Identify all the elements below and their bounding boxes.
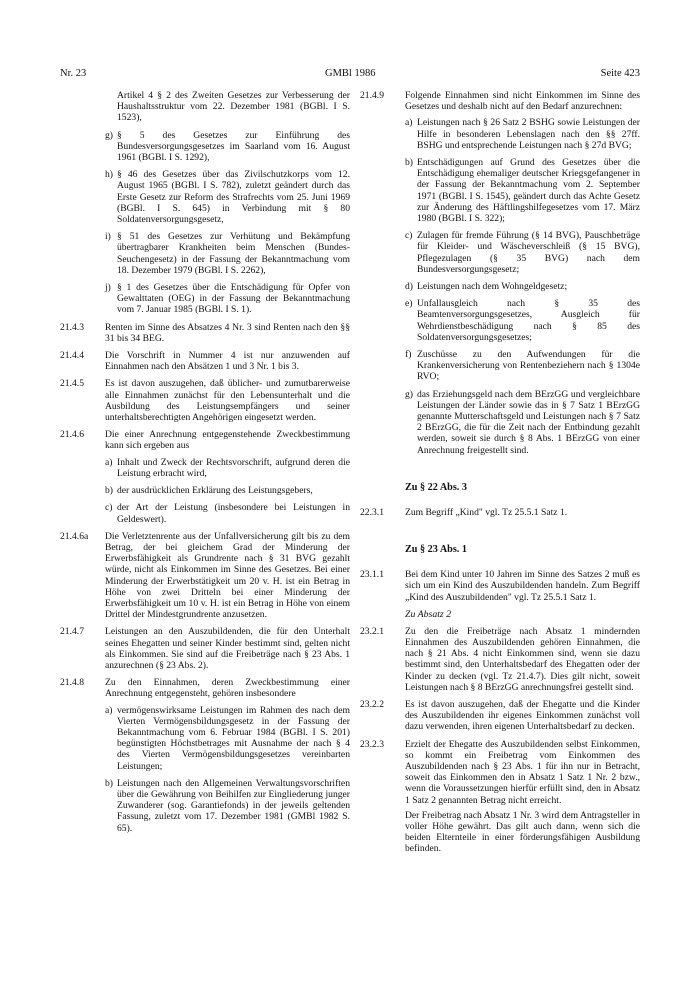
- list-item-text: § 1 des Gesetzes über die Entschädigung für Opfer von Gewalttaten (OEG) in der Fassung der Bekanntmachung vom 7. Januar 1985 (BGBl. I S. 1).: [117, 282, 350, 316]
- section-text: Leistungen an den Auszubildenden, die für den Unterhalt seines Ehegatten und seiner Kinder bestimmt sind, gelten nicht als Einkommen. Sie sind auf die Freibeträge nach § 23 Abs. 1 anzurechnen (§ 23 Abs. 2).: [105, 626, 350, 671]
- list-item-text: der ausdrücklichen Erklärung des Leistungsgebers,: [117, 485, 313, 497]
- list-item: [105, 90, 350, 124]
- section-text: Die Verletztenrente aus der Unfallversicherung gilt bis zu dem Betrag, der bei gleichem Grad der Minderung der Erwerbsfähigkeit als Grundrente nach § 31 BVG gezahlt würde, nicht als Einkommen im Sinne des Gesetzes. Bei einer Minderung der Erwerbstätigkeit um 20 v. H. ist ein Betrag in Höhe von zwei Dritteln bei einer Minderung der Erwerbsfähigkeit um 10 v. H. ist ein Betrag in Höhe von einem Drittel der Mindestgrundrente anzusetzen.: [105, 530, 350, 621]
- section-entry: [360, 739, 640, 855]
- section-heading: Zu § 22 Abs. 3: [405, 481, 467, 493]
- list-marker: f): [405, 349, 412, 361]
- list-marker: e): [405, 298, 413, 310]
- section-text: Zu den Einnahmen, deren Zweckbestimmung einer Anrechnung entgegensteht, gehören insbesondere: [105, 677, 350, 700]
- list-marker: i): [105, 231, 111, 243]
- list-item-text: vermögenswirksame Leistungen im Rahmen des nach dem Vierten Vermögensbildungsgesetz in der Fassung der Bekanntmachung vom 6. Februar 1984 (BGBl. I S. 201) begünstigten Höchstbetrages mit Ausnahme der nach § 4 des Vierten Vermögensbildungsgesetzes vereinbarten Leistungen;: [117, 704, 350, 772]
- list-item: [405, 389, 640, 456]
- list-marker: d): [405, 281, 413, 293]
- list-item: [105, 169, 350, 225]
- list-item-text: Entschädigungen auf Grund des Gesetzes über die Entschädigung ehemaliger deutscher Kriegsgefangener in der Fassung der Bekanntmachung vom 2. September 1971 (BGBl. I S. 1545), geändert durch das Achte Gesetz zur Änderung des Häftlingshilfegesetzes vom 17. März 1980 (BGBl. I S. 322);: [417, 157, 640, 225]
- section-text: Zum Begriff „Kind" vgl. Tz 25.5.1 Satz 1.: [405, 506, 568, 518]
- left-column: [60, 90, 350, 840]
- list-marker: c): [405, 230, 413, 242]
- list-item-text: Zuschüsse zu den Aufwendungen für die Krankenversicherung von Rentenbeziehern nach § 1304e RVO;: [417, 349, 640, 383]
- page-header: [60, 68, 640, 82]
- list-marker: g): [105, 129, 113, 141]
- list-marker: c): [105, 502, 113, 514]
- intro-list: [60, 90, 350, 316]
- list-item-text: Inhalt und Zweck der Rechtsvorschrift, aufgrund deren die Leistung erbracht wird,: [117, 456, 350, 479]
- section-entry: [60, 531, 350, 621]
- section-entry: [360, 569, 640, 603]
- list-marker: a): [405, 117, 413, 129]
- publication-title: GMBl 1986: [325, 68, 376, 79]
- list-item-text: das Erziehungsgeld nach dem BErzGG und vergleichbare Leistungen der Länder sowie das in § 7 Satz 1 BErzGG genannte Mutterschaftsgeld und Leistungen nach § 7 Satz 2 BErzGG, die für die Zeit nach der Entbindung gezahlt werden, soweit sie durch § 8 Abs. 1 BErzGG von einer Anrechnung freigestellt sind.: [417, 388, 640, 456]
- section-number: 21.4.6: [60, 429, 84, 441]
- section-entry: [360, 699, 640, 733]
- issue-number: Nr. 23: [60, 68, 87, 79]
- section-entry: [60, 378, 350, 423]
- section-text: Es ist davon auszugehen, daß der Ehegatte und die Kinder des Auszubildenden ihr eigenes Einkommen zunächst voll dazu verwenden, ihren eigenen Unterhaltsbedarf zu decken.: [405, 698, 640, 733]
- list-item-text: der Art der Leistung (insbesondere bei Leistungen in Geldeswert).: [117, 502, 350, 525]
- list-item: [105, 130, 350, 164]
- section-number: 23.1.1: [360, 569, 384, 581]
- list-item: [105, 502, 350, 524]
- section-number: 21.4.7: [60, 626, 84, 638]
- list-item-text: Leistungen nach den Allgemeinen Verwaltungsvorschriften über die Gewährung von Beihilfen zur Eingliederung junger Zuwanderer (sog. Garantiefonds) in der jeweils geltenden Fassung, zuletzt vom 17. Dezember 1981 (GMBl 1982 S. 65).: [117, 777, 350, 834]
- section-entry: [60, 350, 350, 372]
- list-item: [105, 778, 350, 834]
- list-item: [405, 281, 640, 292]
- list-item: [105, 705, 350, 772]
- page-number: Seite 423: [600, 68, 640, 79]
- list-marker: j): [105, 282, 111, 294]
- section-text: Renten im Sinne des Absatzes 4 Nr. 3 sind Renten nach den §§ 31 bis 34 BEG.: [105, 321, 350, 344]
- list-marker: b): [105, 777, 113, 789]
- section-number: 21.4.5: [60, 378, 84, 390]
- section-entry: [360, 507, 640, 518]
- section-text: Erzielt der Ehegatte des Auszubildenden selbst Einkommen, so kommt ein Freibetrag vom Einkommen des Auszubildenden nach § 23 Abs. 1 für ihn nur in Betracht, soweit das Einkommen den in Absatz 1 Satz 1 Nr. 2 bzw., wenn die Voraussetzungen hierfür erfüllt sind, den in Absatz 1 Satz 2 genannten Betrag nicht erreicht.: [405, 738, 640, 806]
- list-item-text: Zulagen für fremde Führung (§ 14 BVG), Pauschbeträge für Kleider- und Wäscheverschleiß (§ 15 BVG), Pflegezulagen (§ 35 BVG) nach dem Bundesversorgungsgesetz;: [417, 230, 640, 275]
- list-item-text: Unfallausgleich nach § 35 des Beamtenversorgungsgesetzes, Ausgleich für Wehrdienstbeschädigung nach § 85 des Soldatenversorgungsgesetzes;: [417, 298, 640, 343]
- list-item: [105, 485, 350, 496]
- section-heading: Zu § 23 Abs. 1: [405, 544, 467, 556]
- list-marker: g): [405, 388, 413, 400]
- list-item: [105, 457, 350, 479]
- section-text: Die Vorschrift in Nummer 4 ist nur anzuwenden auf Einnahmen nach den Absätzen 1 und 3 Nr. 1 bis 3.: [105, 350, 350, 373]
- section-number: 22.3.1: [360, 506, 384, 518]
- list-item-text: § 5 des Gesetzes zur Einführung des Bundesversorgungsgesetzes im Saarland vom 16. August 1961 (BGBl. I S. 1292),: [117, 129, 350, 164]
- right-column: [360, 90, 640, 861]
- list-item-text: Artikel 4 § 2 des Zweiten Gesetzes zur Verbesserung der Haushaltsstruktur vom 22. Dezember 1981 (BGBl. I S. 1523),: [117, 90, 350, 124]
- section-entry: [60, 626, 350, 671]
- section-number: 23.2.3: [360, 738, 384, 750]
- list-item: [405, 349, 640, 383]
- section-number: 21.4.4: [60, 350, 84, 362]
- section-text: Es ist davon auszugehen, daß üblicher- und zumutbarerweise alle Einnahmen zunächst für den Lebensunterhalt und die Ausbildung des Leistungsempfängers und seiner unterhaltsberechtigten Angehörigen eingesetzt werden.: [105, 378, 350, 424]
- list-item: [405, 117, 640, 151]
- list-item: [405, 230, 640, 275]
- list-item: [105, 282, 350, 316]
- list-item: [405, 298, 640, 343]
- section-entry: [60, 429, 350, 524]
- list-marker: a): [105, 704, 113, 716]
- section-entry: [60, 322, 350, 344]
- list-marker: a): [105, 456, 113, 468]
- section-text-continued: Der Freibetrag nach Absatz 1 Nr. 3 wird dem Antragsteller in voller Höhe gewährt. Das gilt auch dann, wenn sich die beiden Elternteile in einer förderungsfähigen Ausbildung befinden.: [405, 809, 640, 855]
- section-number: 21.4.9: [360, 90, 384, 101]
- section-number: 21.4.6a: [60, 530, 89, 542]
- list-item-text: Leistungen nach dem Wohngeldgesetz;: [417, 281, 568, 293]
- list-marker: b): [405, 157, 413, 169]
- list-marker: h): [105, 169, 113, 181]
- section-number: 23.2.2: [360, 698, 384, 710]
- list-item-text: § 51 des Gesetzes zur Verhütung und Bekämpfung übertragbarer Krankheiten beim Menschen (Bundes-Seuchengesetz) in der Fassung der Bekanntmachung vom 18. Dezember 1979 (BGBl. I S. 2262),: [117, 231, 350, 276]
- section-number: 21.4.3: [60, 321, 84, 333]
- list-item: [105, 231, 350, 276]
- section-number: 23.2.1: [360, 625, 384, 637]
- section-text: Bei dem Kind unter 10 Jahren im Sinne des Satzes 2 muß es sich um ein Kind des Auszubildenden handeln. Zum Begriff „Kind des Auszubildenden" vgl. Tz 25.5.1 Satz 1.: [405, 569, 640, 603]
- section-text: Die einer Anrechnung entgegenstehende Zweckbestimmung kann sich ergeben aus: [105, 429, 350, 452]
- section-entry: [360, 90, 640, 456]
- subsection-heading: Zu Absatz 2: [405, 608, 452, 620]
- section-entry: [60, 677, 350, 834]
- list-marker: b): [105, 485, 113, 497]
- list-item-text: § 46 des Gesetzes über das Zivilschutzkorps vom 12. August 1965 (BGBl. I S. 782), zuletzt geändert durch das Erste Gesetz zur Reform des Strafrechts vom 25. Juni 1969 (BGBl. I S. 645) in Verbindung mit § 80 Soldatenversorgungsgesetz,: [117, 169, 350, 226]
- section-text: Folgende Einnahmen sind nicht Einkommen im Sinne des Gesetzes und deshalb nicht auf den Bedarf anzurechnen:: [405, 90, 640, 113]
- section-text: Zu den die Freibeträge nach Absatz 1 mindernden Einnahmen des Auszubildenden gehören Einnahmen, die nach § 21 Abs. 4 nicht Einkommen sind, wenn sie dazu bestimmt sind, den Unterhaltsbedarf des Ehegatten oder der Kinder zu decken (vgl. Tz 21.4.7). Dies gilt nicht, soweit Leistungen nach § 8 BErzGG anrechnungsfrei gestellt sind.: [405, 625, 640, 693]
- list-item: [405, 157, 640, 224]
- list-item-text: Leistungen nach § 26 Satz 2 BSHG sowie Leistungen der Hilfe in besonderen Lebenslagen nach den §§ 27ff. BSHG und entsprechende Leistungen nach § 27d BVG;: [417, 117, 640, 151]
- section-number: 21.4.8: [60, 677, 84, 689]
- section-entry: [360, 626, 640, 693]
